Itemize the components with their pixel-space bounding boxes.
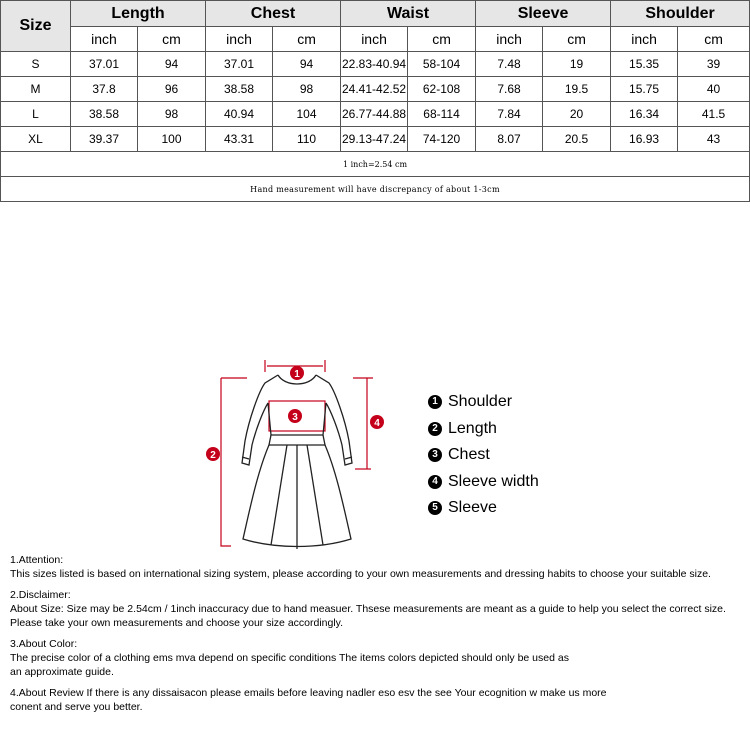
svg-text:3: 3 [292,412,298,423]
header-length: Length [71,1,206,27]
note-text: Please take your own measurements and choose your size accordingly. [10,617,344,629]
legend-label: Sleeve width [448,472,539,490]
cell-waist-cm: 62-108 [408,77,476,102]
cell-size: S [1,52,71,77]
legend-item-sleeve-width [428,469,539,496]
legend-number: 4 [428,475,442,489]
cell-chest-cm: 98 [273,77,341,102]
note-title: 2.Disclaimer: [10,589,71,601]
legend-item-chest [428,442,539,469]
cell-chest-inch: 37.01 [206,52,273,77]
cell-length-inch: 39.37 [71,127,138,152]
cell-length-cm: 94 [138,52,206,77]
cell-waist-cm: 68-114 [408,102,476,127]
unit-inch: inch [71,27,138,52]
note-text: About Size: Size may be 2.54cm / 1inch inaccuracy due to hand measuer. Thsese measurements are meant as a guide to help you select the correct size. [10,603,726,615]
cell-sleeve-inch: 7.68 [476,77,543,102]
cell-length-inch: 37.01 [71,52,138,77]
conversion-note-row [1,152,750,177]
measurement-legend [428,389,539,522]
header-shoulder: Shoulder [611,1,750,27]
cell-shoulder-inch: 15.35 [611,52,678,77]
legend-label: Sleeve [448,499,497,517]
dress-measurement-diagram [205,353,395,553]
cell-size: M [1,77,71,102]
note-text: This sizes listed is based on international sizing system, please according to your own measurements and dressing habits to choose your suitable size. [10,568,711,580]
discrepancy-note-row [1,177,750,202]
cell-sleeve-inch: 7.48 [476,52,543,77]
header-size: Size [1,1,71,52]
cell-shoulder-cm: 39 [678,52,750,77]
cell-shoulder-cm: 41.5 [678,102,750,127]
cell-length-cm: 100 [138,127,206,152]
marker-3 [288,409,302,423]
unit-inch: inch [476,27,543,52]
legend-item-length [428,416,539,443]
note-text: 4.About Review If there is any dissaisacon please emails before leaving nadler eso esv the see Your ecognition w make us more [10,687,607,699]
unit-inch: inch [611,27,678,52]
legend-number: 3 [428,448,442,462]
legend-label: Length [448,419,497,437]
unit-cm: cm [543,27,611,52]
legend-number: 2 [428,422,442,436]
cell-length-inch: 38.58 [71,102,138,127]
header-row [1,1,750,27]
cell-size: L [1,102,71,127]
cell-waist-inch: 22.83-40.94 [341,52,408,77]
svg-text:4: 4 [374,418,380,429]
unit-cm: cm [408,27,476,52]
header-chest: Chest [206,1,341,27]
size-chart-table [0,0,750,202]
legend-number: 5 [428,501,442,515]
cell-shoulder-cm: 43 [678,127,750,152]
cell-waist-inch: 26.77-44.88 [341,102,408,127]
note-disclaimer [10,588,750,630]
cell-chest-inch: 43.31 [206,127,273,152]
cell-sleeve-inch: 8.07 [476,127,543,152]
note-review [10,686,750,714]
table-row [1,127,750,152]
cell-waist-cm: 74-120 [408,127,476,152]
unit-cm: cm [678,27,750,52]
unit-cm: cm [138,27,206,52]
legend-label: Shoulder [448,393,513,411]
cell-sleeve-cm: 19 [543,52,611,77]
note-text: The precise color of a clothing ems mva depend on specific conditions The items colors depicted should only be used as [10,652,569,664]
cell-waist-cm: 58-104 [408,52,476,77]
cell-chest-cm: 104 [273,102,341,127]
table-row [1,52,750,77]
cell-length-cm: 98 [138,102,206,127]
table-row [1,102,750,127]
cell-sleeve-cm: 20 [543,102,611,127]
length-guide-line [221,378,231,546]
legend-label: Chest [448,446,490,464]
marker-4 [370,415,384,429]
cell-shoulder-cm: 40 [678,77,750,102]
cell-waist-inch: 29.13-47.24 [341,127,408,152]
cell-chest-inch: 38.58 [206,77,273,102]
discrepancy-note: Hand measurement will have discrepancy of about 1-3cm [1,177,750,202]
note-color [10,637,750,679]
cell-chest-inch: 40.94 [206,102,273,127]
note-text: an approximate guide. [10,666,114,678]
header-sleeve: Sleeve [476,1,611,27]
unit-cm: cm [273,27,341,52]
table-row [1,77,750,102]
cell-waist-inch: 24.41-42.52 [341,77,408,102]
notes-section [10,553,750,721]
cell-size: XL [1,127,71,152]
cell-chest-cm: 110 [273,127,341,152]
unit-row [1,27,750,52]
cell-length-cm: 96 [138,77,206,102]
note-text: conent and serve you better. [10,701,143,713]
unit-inch: inch [206,27,273,52]
cell-shoulder-inch: 15.75 [611,77,678,102]
unit-inch: inch [341,27,408,52]
svg-text:2: 2 [210,450,216,461]
marker-1 [290,366,304,380]
cell-chest-cm: 94 [273,52,341,77]
note-title: 3.About Color: [10,638,78,650]
legend-item-shoulder [428,389,539,416]
legend-number: 1 [428,395,442,409]
marker-2 [206,447,220,461]
header-waist: Waist [341,1,476,27]
conversion-note: 1 inch=2.54 cm [1,152,750,177]
cell-length-inch: 37.8 [71,77,138,102]
note-title: 1.Attention: [10,554,64,566]
legend-item-sleeve [428,495,539,522]
cell-shoulder-inch: 16.34 [611,102,678,127]
cell-sleeve-cm: 20.5 [543,127,611,152]
svg-text:1: 1 [294,369,300,380]
note-attention [10,553,750,581]
cell-sleeve-cm: 19.5 [543,77,611,102]
cell-shoulder-inch: 16.93 [611,127,678,152]
cell-sleeve-inch: 7.84 [476,102,543,127]
